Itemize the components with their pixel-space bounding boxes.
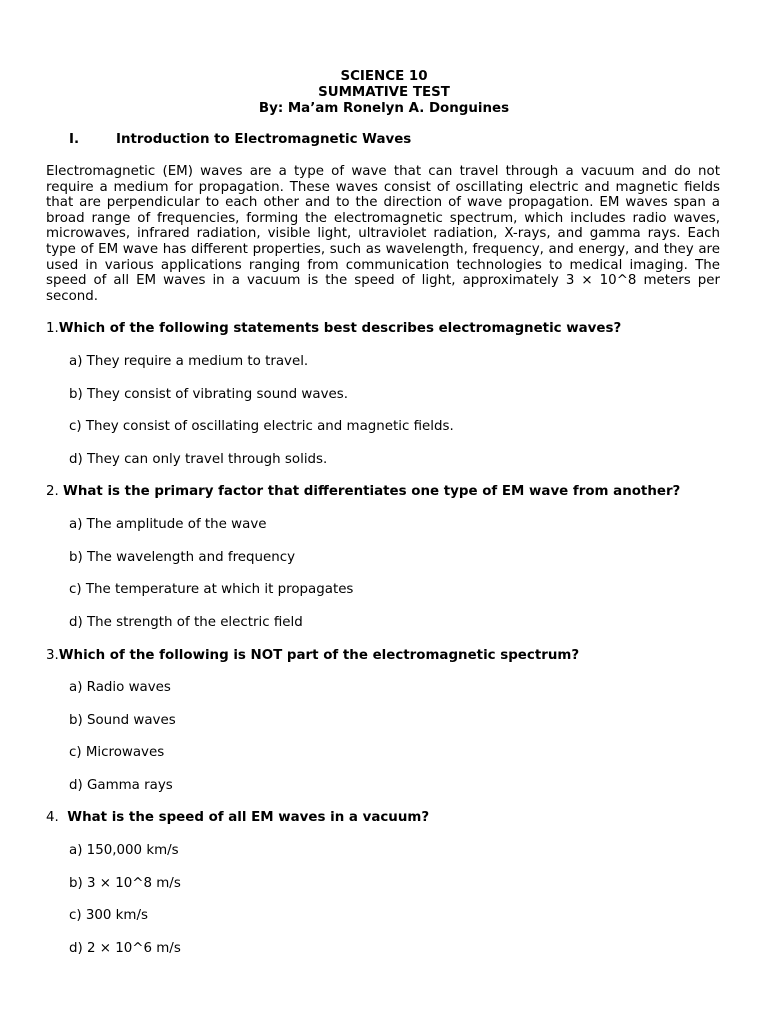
question-3-option-c: c) Microwaves xyxy=(69,745,165,760)
question-1-option-b: b) They consist of vibrating sound waves. xyxy=(69,387,348,402)
question-3-option-b: b) Sound waves xyxy=(69,713,176,728)
author-line: By: Ma’am Ronelyn A. Donguines xyxy=(258,101,510,116)
question-number: 3. xyxy=(46,648,59,663)
question-number: 1. xyxy=(46,321,59,336)
test-type-title: SUMMATIVE TEST xyxy=(318,85,450,100)
document-header xyxy=(0,69,768,117)
question-4-option-b: b) 3 × 10^8 m/s xyxy=(69,876,181,891)
question-2-option-c: c) The temperature at which it propagates xyxy=(69,582,354,597)
question-text: What is the primary factor that differentiates one type of EM wave from another? xyxy=(63,484,681,499)
question-2-option-b: b) The wavelength and frequency xyxy=(69,550,296,565)
question-2-option-a: a) The amplitude of the wave xyxy=(69,517,267,532)
intro-paragraph: Electromagnetic (EM) waves are a type of wave that can travel through a vacuum and do not require a medium for propagation. These waves consist of oscillating electric and magnetic fields that are perpendicular to each other and to the direction of wave propagation. EM waves span a broad range of frequencies, forming the electromagnetic spectrum, which includes radio waves, microwaves, infrared radiation, visible light, ultraviolet radiation, X-rays, and gamma rays. Each type of EM wave has different properties, such as wavelength, frequency, and energy, and they are used in various applications ranging from communication technologies to medical imaging. The speed of all EM waves in a vacuum is the speed of light, approximately 3 × 10^8 meters per second. xyxy=(46,164,720,304)
question-1-option-d: d) They can only travel through solids. xyxy=(69,452,328,467)
question-4-option-d: d) 2 × 10^6 m/s xyxy=(69,941,181,956)
question-3-option-a: a) Radio waves xyxy=(69,680,171,695)
question-4-option-a: a) 150,000 km/s xyxy=(69,843,179,858)
question-1 xyxy=(46,321,621,337)
section-heading xyxy=(69,132,411,148)
question-1-option-c: c) They consist of oscillating electric and magnetic fields. xyxy=(69,419,454,434)
subject-title: SCIENCE 10 xyxy=(340,69,428,84)
question-3 xyxy=(46,648,579,664)
section-number: I. xyxy=(69,132,80,147)
question-text: Which of the following statements best describes electromagnetic waves? xyxy=(58,321,622,336)
question-number: 4. xyxy=(46,810,68,825)
question-3-option-d: d) Gamma rays xyxy=(69,778,173,793)
question-number: 2. xyxy=(46,484,64,499)
question-text: What is the speed of all EM waves in a vacuum? xyxy=(67,810,430,825)
question-4-option-c: c) 300 km/s xyxy=(69,908,148,923)
question-2-option-d: d) The strength of the electric field xyxy=(69,615,303,630)
question-1-option-a: a) They require a medium to travel. xyxy=(69,354,309,369)
question-text: Which of the following is NOT part of the electromagnetic spectrum? xyxy=(58,648,580,663)
question-4 xyxy=(46,810,429,826)
section-title: Introduction to Electromagnetic Waves xyxy=(116,132,412,147)
question-2 xyxy=(46,484,680,500)
